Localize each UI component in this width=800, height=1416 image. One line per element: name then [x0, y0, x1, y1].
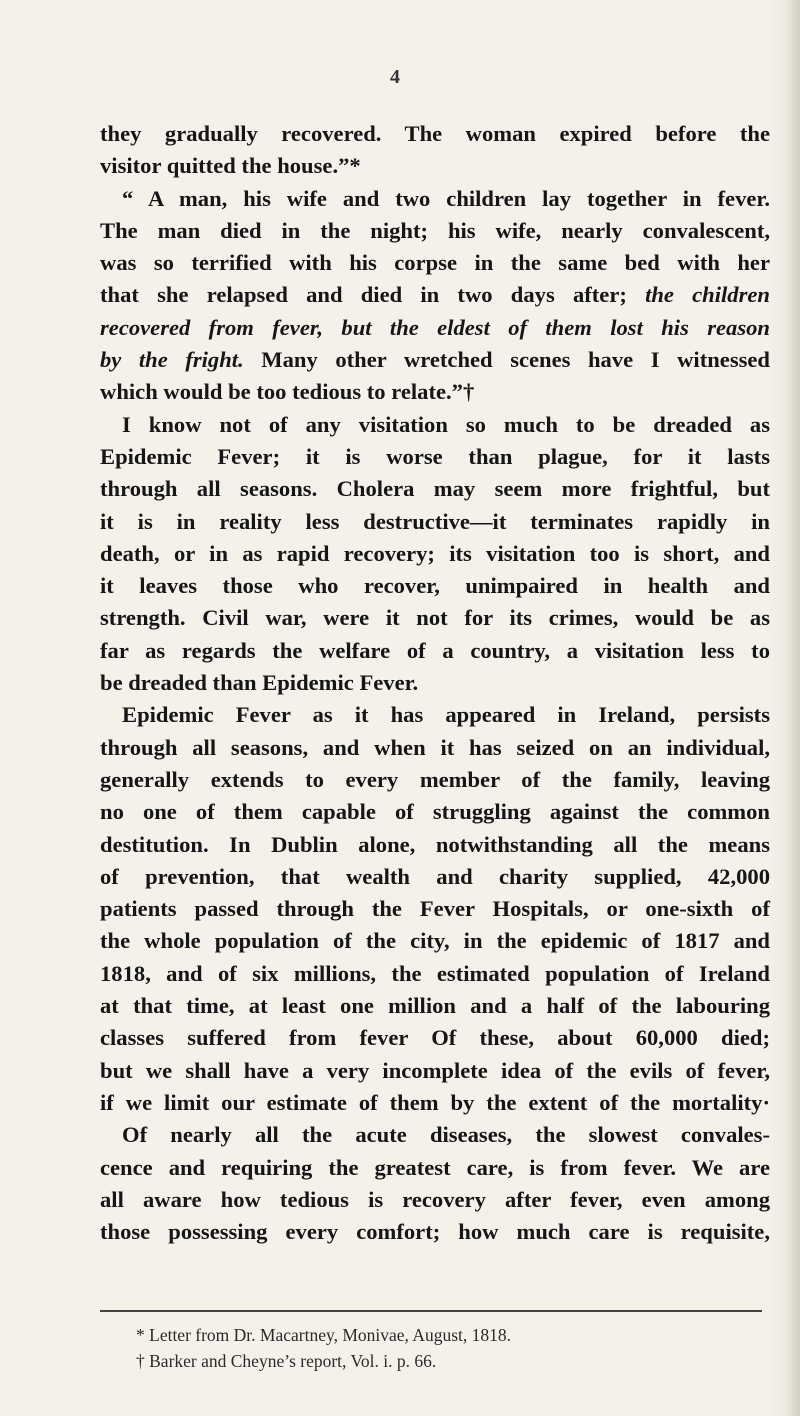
text-line-20: through all seasons, and when it has seized on an individual,	[100, 734, 770, 760]
text-line-29: classes suffered from fever Of these, about 60,000 died;	[100, 1025, 770, 1051]
page-number: 4	[390, 66, 400, 88]
text-line-4: The man died in the night; his wife, nearly convalescent,	[100, 217, 770, 243]
text-line-3: “ A man, his wife and two children lay together in fever.	[122, 185, 770, 211]
text-line-11: Epidemic Fever; it is worse than plague, for it lasts	[100, 443, 770, 469]
text-line-32: Of nearly all the acute diseases, the slowest convales-	[122, 1122, 770, 1148]
text-line-7	[100, 312, 770, 344]
text-line-6-plain: that she relapsed and died in two days after;	[100, 282, 646, 308]
text-line-12: through all seasons. Cholera may seem more frightful, but	[100, 476, 770, 502]
text-line-8-plain: Many other wretched scenes have I witnessed	[243, 347, 770, 373]
text-line-26: the whole population of the city, in the epidemic of 1817 and	[100, 928, 770, 954]
text-line-35: those possessing every comfort; how much care is requisite,	[100, 1219, 770, 1245]
text-line-13: it is in reality less destructive—it terminates rapidly in	[100, 508, 770, 534]
text-line-18: be dreaded than Epidemic Fever.	[100, 670, 419, 696]
text-line-16: strength. Civil war, were it not for its crimes, would be as	[100, 605, 770, 631]
text-line-30: but we shall have a very incomplete idea of the evils of fever,	[100, 1057, 770, 1083]
text-line-9: which would be too tedious to relate.”†	[100, 379, 475, 405]
text-line-27: 1818, and of six millions, the estimated population of Ireland	[100, 960, 770, 986]
text-line-21: generally extends to every member of the family, leaving	[100, 766, 770, 792]
text-line-10: I know not of any visitation so much to be dreaded as	[122, 411, 770, 437]
text-line-31: if we limit our estimate of them by the extent of the mortality·	[100, 1089, 770, 1115]
text-line-15: it leaves those who recover, unimpaired in health and	[100, 573, 770, 599]
text-line-5: was so terrified with his corpse in the same bed with her	[100, 250, 770, 276]
text-line-7-italic: recovered from fever, but the eldest of them lost his reason	[100, 314, 770, 340]
text-line-28: at that time, at least one million and a half of the labouring	[100, 993, 770, 1019]
text-line-22: no one of them capable of struggling against the common	[100, 799, 770, 825]
text-line-6-italic: the children	[645, 282, 770, 308]
text-line-6	[100, 279, 770, 311]
footnote-1: * Letter from Dr. Macartney, Monivae, August, 1818.	[136, 1325, 512, 1345]
text-line-1: they gradually recovered. The woman expired before the	[100, 121, 770, 146]
text-line-14: death, or in as rapid recovery; its visitation too is short, and	[100, 540, 770, 566]
text-line-8-italic: by the fright.	[100, 347, 244, 373]
text-line-34: all aware how tedious is recovery after fever, even among	[100, 1186, 770, 1212]
text-line-23: destitution. In Dublin alone, notwithstanding all the means	[100, 831, 770, 857]
text-line-2: visitor quitted the house.”*	[100, 153, 361, 179]
footnote-divider	[100, 1310, 762, 1312]
text-line-25: patients passed through the Fever Hospitals, or one-sixth of	[100, 896, 770, 922]
body-text	[100, 118, 770, 1248]
text-line-17: far as regards the welfare of a country, a visitation less to	[100, 637, 770, 663]
footnotes	[136, 1322, 736, 1374]
text-line-19: Epidemic Fever as it has appeared in Ireland, persists	[122, 702, 770, 728]
page-edge-shadow	[786, 0, 800, 1416]
text-line-8	[100, 344, 770, 376]
text-line-24: of prevention, that wealth and charity supplied, 42,000	[100, 863, 770, 889]
footnote-2: † Barker and Cheyne’s report, Vol. i. p. 66.	[136, 1351, 437, 1371]
text-line-33: cence and requiring the greatest care, is from fever. We are	[100, 1154, 770, 1180]
